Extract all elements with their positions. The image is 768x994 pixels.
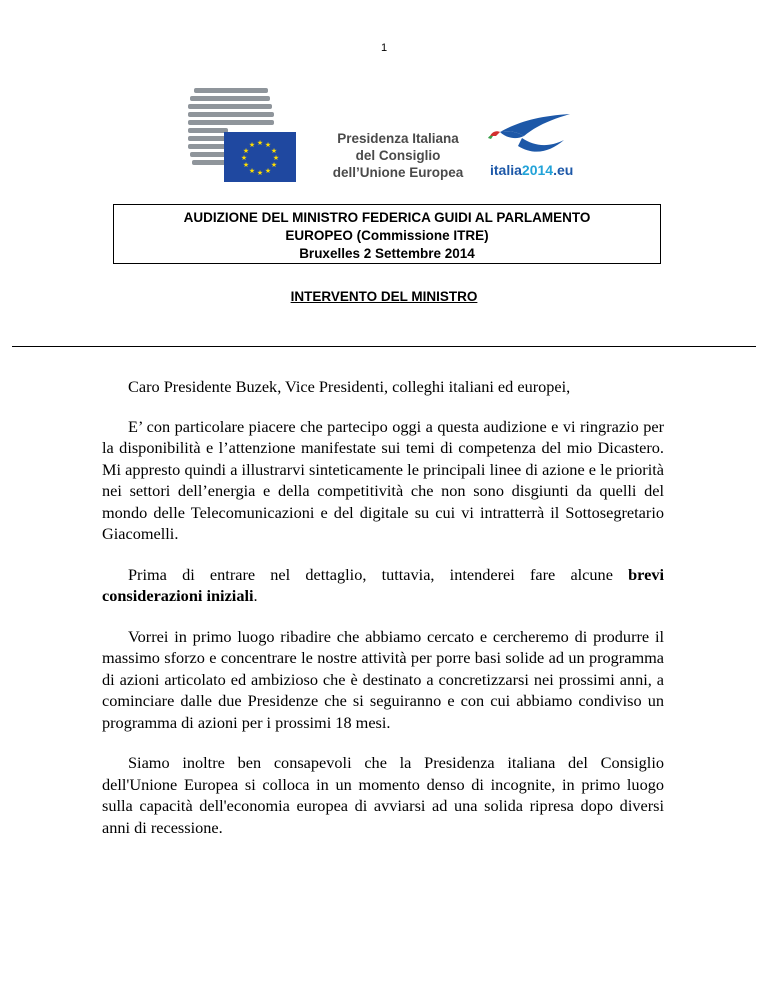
italia-suffix: .eu <box>553 162 574 178</box>
section-subtitle: INTERVENTO DEL MINISTRO <box>290 289 478 304</box>
presidency-title <box>318 130 478 181</box>
italia-year: 2014 <box>521 162 554 178</box>
svg-text:★: ★ <box>256 169 264 177</box>
italia-prefix: italia <box>490 162 522 178</box>
presidency-line-1: Presidenza Italiana <box>337 131 459 146</box>
presidency-logo <box>178 88 598 188</box>
speech-body <box>102 376 664 857</box>
svg-text:★: ★ <box>264 141 272 149</box>
paragraph-5: Siamo inoltre ben consapevoli che la Presidenza italiana del Consiglio dell'Unione Europea si colloca in un momento denso di incognite, in primo luogo sulla capacità dell'economia europea di avviarsi ad una solida ripresa dopo diversi anni di recessione. <box>102 753 664 837</box>
svg-text:★: ★ <box>242 161 250 169</box>
paragraph-3-bold: brevi considerazioni iniziali <box>102 564 664 605</box>
hearing-title-box <box>113 204 661 264</box>
svg-text:★: ★ <box>264 167 272 175</box>
eu-flag-icon <box>224 132 296 182</box>
paragraph-3-text: Prima di entrare nel dettaglio, tuttavia, intenderei fare alcune <box>128 564 629 584</box>
svg-text:★: ★ <box>248 141 256 149</box>
presidency-line-3: dell’Unione Europea <box>332 165 464 180</box>
svg-text:★: ★ <box>248 167 256 175</box>
svg-text:★: ★ <box>256 139 264 147</box>
title-line-1: AUDIZIONE DEL MINISTRO FEDERICA GUIDI AL PARLAMENTO <box>183 210 591 225</box>
horizontal-divider <box>12 346 756 347</box>
title-line-3: Bruxelles 2 Settembre 2014 <box>299 246 475 261</box>
paragraph-4: Vorrei in primo luogo ribadire che abbiamo cercato e cercheremo di produrre il massimo sforzo e concentrare le nostre attività per porre basi solide ad un programma di azioni articolato ed ambizioso che è destinato a concretizzarsi nei prossimi anni, a cominciare dalle due Presidenze che si seguiranno e con cui abbiamo condiviso un programma di azioni per i prossimi 18 mesi. <box>102 626 664 732</box>
presidency-line-2: del Consiglio <box>355 148 441 163</box>
italia2014-label <box>490 162 573 178</box>
svg-text:★: ★ <box>270 161 278 169</box>
title-line-2: EUROPEO (Commissione ITRE) <box>285 228 489 243</box>
paragraph-2: E’ con particolare piacere che partecipo oggi a questa audizione e vi ringrazio per la disponibilità e l’attenzione manifestate sui temi di competenza del mio Dicastero. Mi appresto quindi a illustrarvi sinteticamente le principali linee di azione e le priorità nei settori dell’energia e della competitività che non sono disgiunti da quelli del mondo delle Telecomunicazioni e del digitale su cui vi intratterrà il Sottosegretario Giacomelli. <box>102 416 664 543</box>
svg-text:★: ★ <box>240 154 248 162</box>
svg-text:★: ★ <box>242 147 250 155</box>
paragraph-3-end: . <box>253 586 258 605</box>
svg-text:★: ★ <box>272 154 280 162</box>
page-number: 1 <box>380 42 388 54</box>
paragraph-3 <box>102 564 664 607</box>
paragraph-1: Caro Presidente Buzek, Vice Presidenti, colleghi italiani ed europei, <box>128 377 571 396</box>
svg-text:★: ★ <box>270 147 278 155</box>
